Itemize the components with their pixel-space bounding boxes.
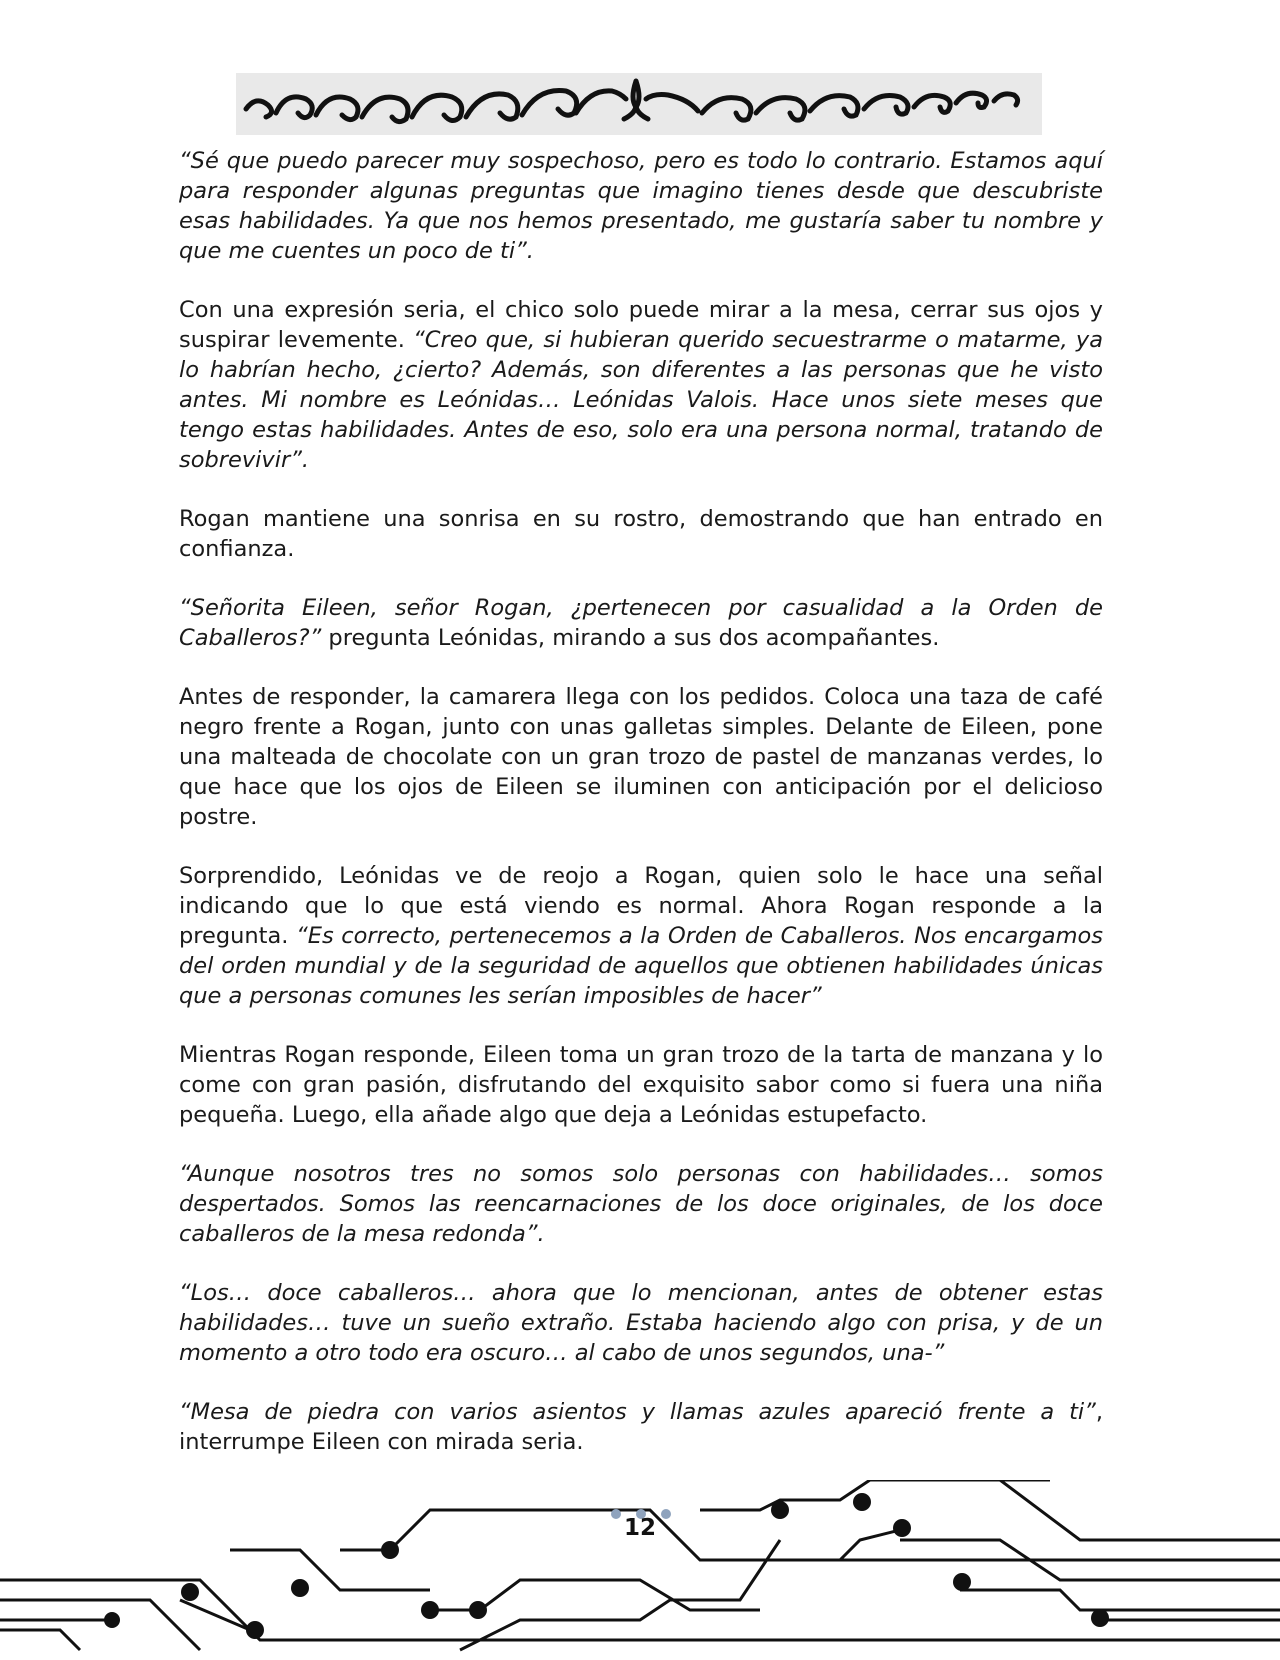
paragraph-6-dialogue: “Es correcto, pertenecemos a la Orden de Caballeros. Nos encargamos del orden mundial y de la seguridad de aquellos que obtienen habilidades únicas que a personas comunes les serían imposibles de hacer” — [179, 923, 1103, 1009]
paragraph-9-dialogue: “Los… doce caballeros… ahora que lo mencionan, antes de obtener estas habilidades… tuve un sueño extraño. Estaba haciendo algo con prisa, y de un momento a otro todo era oscuro… al cabo de unos segundos, una-” — [179, 1280, 1103, 1366]
paragraph-3-narration: Rogan mantiene una sonrisa en su rostro, demostrando que han entrado en confianza. — [179, 506, 1103, 562]
paragraph-3 — [179, 504, 1103, 564]
paragraph-6 — [179, 861, 1103, 1011]
paragraph-6-narration: Sorprendido, Leónidas ve de reojo a Rogan, quien solo le hace una señal indicando que lo que está viendo es normal. Ahora Rogan responde a la pregunta. — [179, 863, 1103, 949]
paragraph-4 — [179, 593, 1103, 653]
header-scroll-ornament-icon — [236, 73, 1042, 135]
paragraph-10 — [179, 1397, 1103, 1457]
page-number: 12 — [623, 1515, 656, 1541]
paragraph-4-dialogue: “Señorita Eileen, señor Rogan, ¿pertenecen por casualidad a la Orden de Caballeros?” — [179, 595, 1103, 651]
story-text — [179, 146, 1103, 1486]
paragraph-8 — [179, 1159, 1103, 1249]
paragraph-10-dialogue: “Mesa de piedra con varios asientos y llamas azules apareció frente a ti” — [179, 1399, 1096, 1425]
paragraph-5 — [179, 682, 1103, 832]
paragraph-9 — [179, 1278, 1103, 1368]
paragraph-1-dialogue: “Sé que puedo parecer muy sospechoso, pero es todo lo contrario. Estamos aquí para responder algunas preguntas que imagino tienes desde que descubriste esas habilidades. Ya que nos hemos presentado, me gustaría saber tu nombre y que me cuentes un poco de ti”. — [179, 148, 1103, 264]
paragraph-2-dialogue: “Creo que, si hubieran querido secuestrarme o matarme, ya lo habrían hecho, ¿cierto? Además, son diferentes a las personas que he visto antes. Mi nombre es Leónidas… Leónidas Valois. Hace unos siete meses que tengo estas habilidades. Antes de eso, solo era una persona normal, tratando de sobrevivir”. — [179, 327, 1103, 473]
paragraph-10-narration: , interrumpe Eileen con mirada seria. — [179, 1399, 1103, 1455]
footer-circuit-board-icon — [0, 1480, 1280, 1656]
paragraph-4-narration: pregunta Leónidas, mirando a sus dos acompañantes. — [321, 625, 940, 651]
paragraph-7 — [179, 1040, 1103, 1130]
paragraph-2 — [179, 295, 1103, 475]
paragraph-7-narration: Mientras Rogan responde, Eileen toma un gran trozo de la tarta de manzana y lo come con gran pasión, disfrutando del exquisito sabor como si fuera una niña pequeña. Luego, ella añade algo que deja a Leónidas estupefacto. — [179, 1042, 1103, 1128]
paragraph-5-narration: Antes de responder, la camarera llega con los pedidos. Coloca una taza de café negro frente a Rogan, junto con unas galletas simples. Delante de Eileen, pone una malteada de chocolate con un gran trozo de pastel de manzanas verdes, lo que hace que los ojos de Eileen se iluminen con anticipación por el delicioso postre. — [179, 684, 1103, 830]
paragraph-2-narration: Con una expresión seria, el chico solo puede mirar a la mesa, cerrar sus ojos y suspirar levemente. — [179, 297, 1103, 353]
paragraph-8-dialogue: “Aunque nosotros tres no somos solo personas con habilidades… somos despertados. Somos las reencarnaciones de los doce originales, de los doce caballeros de la mesa redonda”. — [179, 1161, 1103, 1247]
paragraph-1 — [179, 146, 1103, 266]
